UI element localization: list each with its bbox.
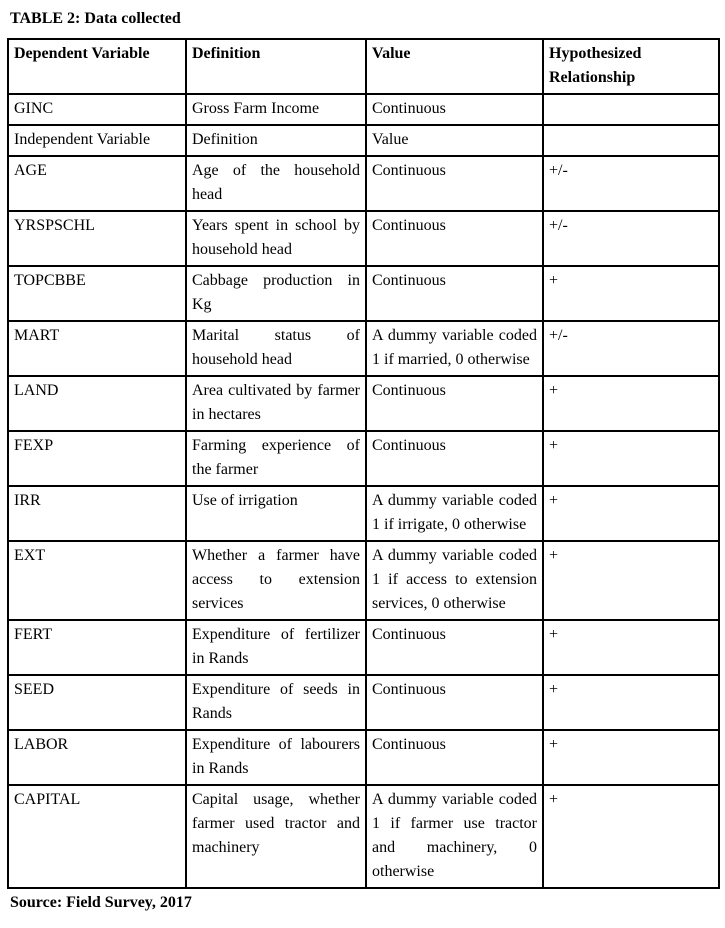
table-header-row [8,39,719,94]
definition-cell: Years spent in school by household head [186,211,366,266]
table-row [8,94,719,125]
value-cell: Continuous [366,94,543,125]
table-row [8,620,719,675]
table-title: TABLE 2: Data collected [10,10,181,27]
header-hypothesized-relationship: Hypothesized Relationship [543,39,719,94]
relationship-cell: + [543,431,719,486]
definition-cell: Expenditure of fertilizer in Rands [186,620,366,675]
definition-cell: Farming experience of the farmer [186,431,366,486]
value-cell: Continuous [366,266,543,321]
table-row [8,376,719,431]
table-row [8,266,719,321]
relationship-cell: + [543,486,719,541]
variable-cell: EXT [8,541,186,620]
header-definition: Definition [186,39,366,94]
definition-cell: Use of irrigation [186,486,366,541]
definition-cell: Age of the household head [186,156,366,211]
value-cell: Continuous [366,620,543,675]
value-cell: Continuous [366,675,543,730]
definition-cell: Definition [186,125,366,156]
relationship-cell: + [543,541,719,620]
value-cell: A dummy variable coded 1 if access to extension services, 0 otherwise [366,541,543,620]
table-row [8,541,719,620]
table-row [8,156,719,211]
variable-cell: LAND [8,376,186,431]
header-value: Value [366,39,543,94]
relationship-cell: +/- [543,156,719,211]
value-cell: A dummy variable coded 1 if irrigate, 0 otherwise [366,486,543,541]
variable-cell: GINC [8,94,186,125]
definition-cell: Gross Farm Income [186,94,366,125]
definition-cell: Capital usage, whether farmer used tractor and machinery [186,785,366,888]
relationship-cell: + [543,266,719,321]
data-table [7,38,720,889]
table-row [8,730,719,785]
relationship-cell: + [543,620,719,675]
variable-cell: CAPITAL [8,785,186,888]
relationship-cell [543,125,719,156]
value-cell: A dummy variable coded 1 if married, 0 otherwise [366,321,543,376]
table-row [8,486,719,541]
definition-cell: Expenditure of seeds in Rands [186,675,366,730]
relationship-cell: + [543,730,719,785]
variable-cell: LABOR [8,730,186,785]
relationship-cell [543,94,719,125]
table-row [8,211,719,266]
definition-cell: Marital status of household head [186,321,366,376]
relationship-cell: +/- [543,211,719,266]
variable-cell: AGE [8,156,186,211]
relationship-cell: +/- [543,321,719,376]
value-cell: A dummy variable coded 1 if farmer use tractor and machinery, 0 otherwise [366,785,543,888]
variable-cell: Independent Variable [8,125,186,156]
header-dependent-variable: Dependent Variable [8,39,186,94]
value-cell: Value [366,125,543,156]
variable-cell: FEXP [8,431,186,486]
definition-cell: Cabbage production in Kg [186,266,366,321]
variable-cell: YRSPSCHL [8,211,186,266]
definition-cell: Whether a farmer have access to extension services [186,541,366,620]
variable-cell: SEED [8,675,186,730]
relationship-cell: + [543,376,719,431]
table-row [8,675,719,730]
table-row [8,785,719,888]
value-cell: Continuous [366,156,543,211]
relationship-cell: + [543,675,719,730]
variable-cell: FERT [8,620,186,675]
variable-cell: MART [8,321,186,376]
relationship-cell: + [543,785,719,888]
value-cell: Continuous [366,376,543,431]
source-note: Source: Field Survey, 2017 [10,894,192,911]
value-cell: Continuous [366,431,543,486]
value-cell: Continuous [366,730,543,785]
variable-cell: IRR [8,486,186,541]
variable-cell: TOPCBBE [8,266,186,321]
definition-cell: Area cultivated by farmer in hectares [186,376,366,431]
table-body [8,94,719,888]
table-row [8,125,719,156]
value-cell: Continuous [366,211,543,266]
table-row [8,431,719,486]
table-row [8,321,719,376]
definition-cell: Expenditure of labourers in Rands [186,730,366,785]
